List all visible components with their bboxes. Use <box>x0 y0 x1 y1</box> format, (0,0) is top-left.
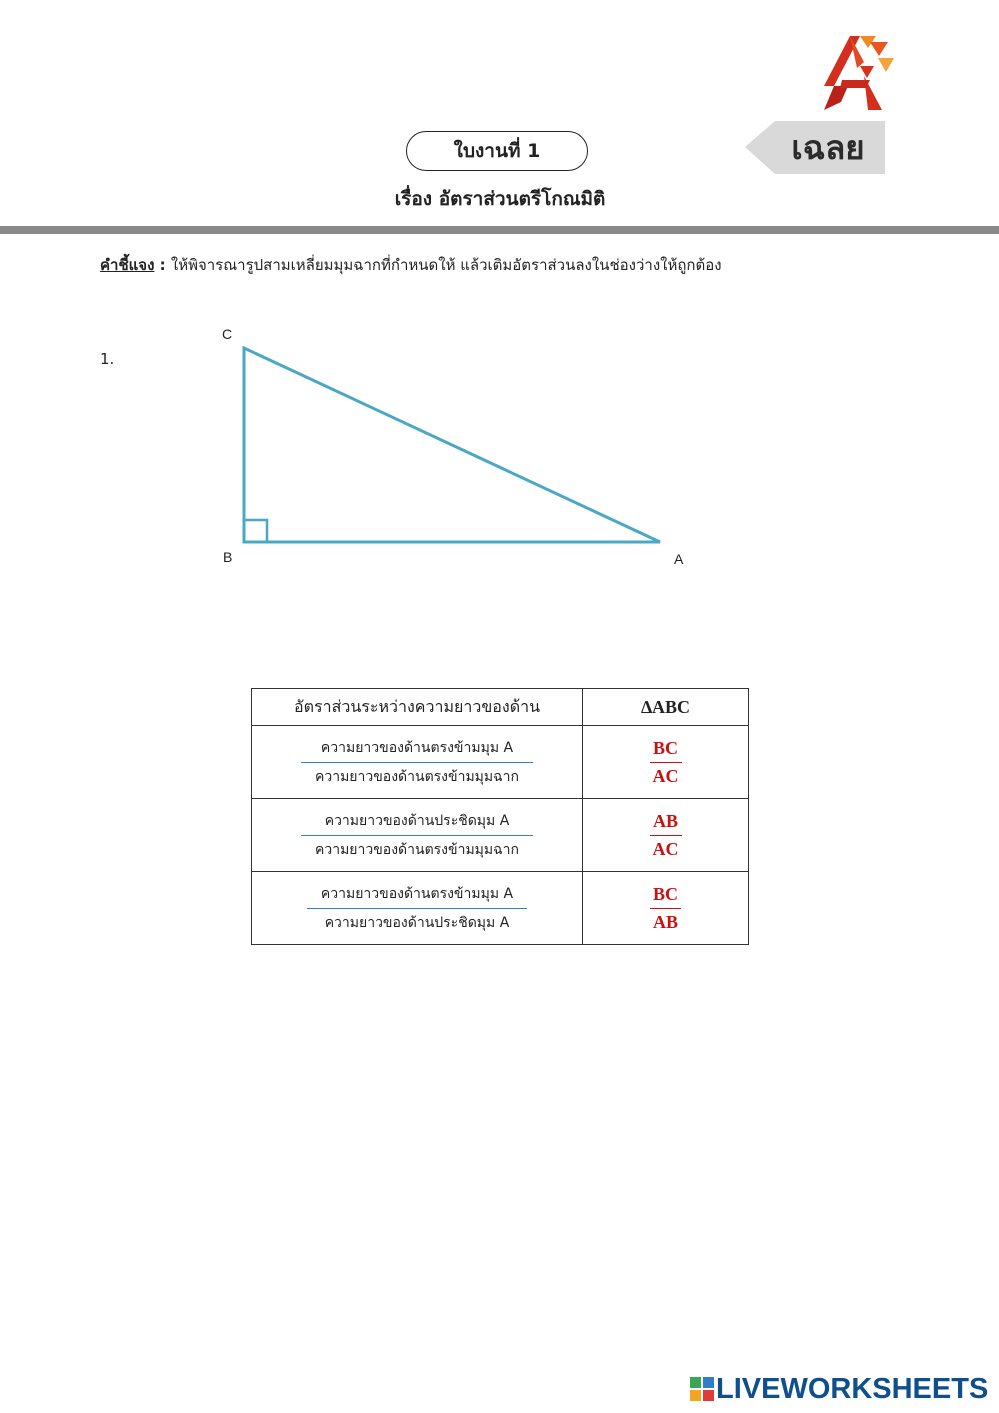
answer-fraction <box>650 808 682 863</box>
vertex-label-c: C <box>222 326 233 342</box>
answer-fraction <box>650 735 682 790</box>
answer-denominator: AC <box>652 838 679 859</box>
right-triangle-diagram <box>0 0 999 600</box>
fraction-numerator: ความยาวของด้านประชิดมุม A <box>301 807 533 836</box>
right-angle-marker <box>244 520 267 542</box>
ratio-fraction <box>301 807 533 864</box>
answer-denominator: AC <box>652 765 679 786</box>
worksheet-title: ใบงานที่ 1 <box>406 131 588 171</box>
question-number: 1. <box>100 350 115 368</box>
fraction-numerator: ความยาวของด้านตรงข้ามมุม A <box>307 880 527 909</box>
table-header-row <box>252 689 749 726</box>
topic-title: เรื่อง อัตราส่วนตรีโกณมิติ <box>394 188 606 210</box>
table-row <box>252 799 749 872</box>
answer-cell[interactable] <box>583 872 749 945</box>
liveworksheets-brand[interactable] <box>690 1372 990 1406</box>
table-row <box>252 872 749 945</box>
instructions-label: คำชี้แจง <box>100 256 155 274</box>
table-row <box>252 726 749 799</box>
answer-cell[interactable] <box>583 799 749 872</box>
header-triangle: ∆ABC <box>583 689 749 726</box>
fraction-numerator: ความยาวของด้านตรงข้ามมุม A <box>301 734 533 763</box>
brand-name: LIVEWORKSHEETS <box>716 1373 989 1405</box>
liveworksheets-logo-icon <box>690 1377 714 1401</box>
answer-numerator: AB <box>650 808 682 836</box>
ratio-table <box>251 688 749 945</box>
triangle-shape <box>244 348 660 542</box>
vertex-label-b: B <box>223 549 233 565</box>
instructions-text: ให้พิจารณารูปสามเหลี่ยมมุมฉากที่กำหนดให้ แล้วเติมอัตราส่วนลงในช่องว่างให้ถูกต้อง <box>170 256 722 274</box>
answer-denominator: AB <box>652 911 678 932</box>
header-ratio: อัตราส่วนระหว่างความยาวของด้าน <box>252 689 583 726</box>
fraction-denominator: ความยาวของด้านประชิดมุม A <box>324 914 510 931</box>
vertex-label-a: A <box>674 551 684 567</box>
fraction-denominator: ความยาวของด้านตรงข้ามมุมฉาก <box>314 768 520 785</box>
answer-cell[interactable] <box>583 726 749 799</box>
answer-fraction <box>650 881 681 936</box>
fraction-denominator: ความยาวของด้านตรงข้ามมุมฉาก <box>314 841 520 858</box>
ratio-fraction <box>301 734 533 791</box>
instructions-separator: : <box>154 256 171 274</box>
answer-numerator: BC <box>650 881 681 909</box>
ratio-fraction <box>307 880 527 937</box>
answer-numerator: BC <box>650 735 682 763</box>
answer-key-label: เฉลย <box>791 128 865 167</box>
